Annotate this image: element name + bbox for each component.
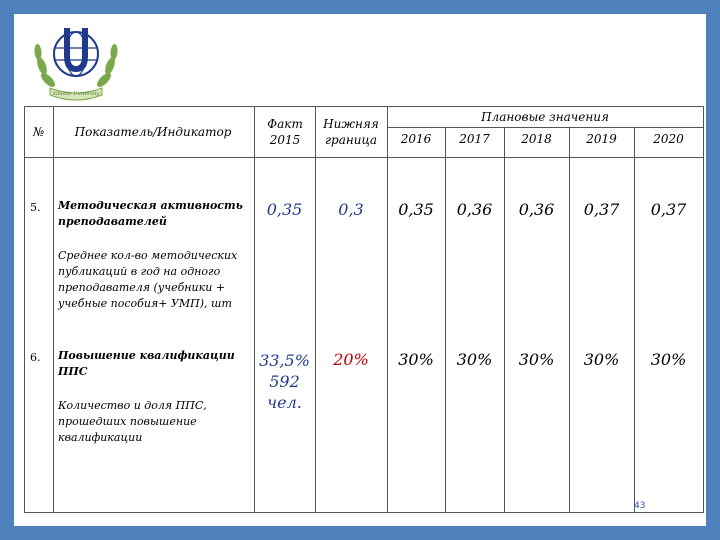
col-divider [634,127,635,513]
indicator-description: Количество и доля ППС, прошедших повышение квалификации [58,399,207,444]
table-top-border [24,106,704,107]
planned-value: 30% [650,350,687,369]
planned-header-divider [387,127,704,128]
fact-value [254,350,315,413]
fact-value-line: чел. [267,393,302,412]
header-planned: Плановые значения [481,110,609,124]
header-year: 2016 [400,132,432,146]
planned-value: 30% [398,350,434,369]
lower-bound-value: 20% [333,350,369,369]
slide [14,14,706,526]
table-left-border [24,106,25,513]
header-indicator: Показатель/Индикатор [74,125,232,139]
lower-bound-value: 0,3 [338,200,364,219]
planned-value: 0,37 [650,200,687,219]
indicator-description: Среднее кол-во методических публикаций в год на одного преподавателя (учебники + учебные пособия+ УМП), шт [58,249,238,310]
fact-value-line: 33,5% [259,351,310,370]
col-divider [53,106,54,513]
planned-value: 30% [583,350,620,369]
table-right-border [703,106,704,513]
header-lower-bound: Нижняя граница [323,117,379,147]
indicator-title: Методическая активность преподавателей [58,199,243,228]
header-year: 2017 [459,132,490,146]
logo-ribbon-text: Sibuniv University [52,91,100,97]
row-number: 5. [30,201,41,214]
header-year: 2020 [653,132,684,146]
planned-value: 0,37 [583,200,620,219]
university-logo [30,18,122,104]
header-year: 2018 [521,132,552,146]
header-bottom-border [24,157,704,158]
fact-value-line: 592 [269,372,300,391]
table-bottom-border [24,512,704,513]
row-number: 6. [30,351,41,364]
header-no: № [32,125,45,139]
planned-value: 0,36 [456,200,493,219]
col-divider [504,127,505,513]
col-divider [315,106,316,513]
planned-value: 0,35 [398,200,434,219]
indicator-title: Повышение квалификации ППС [58,349,235,378]
header-year: 2019 [586,132,617,146]
fact-value: 0,35 [266,200,303,219]
planned-value: 30% [518,350,555,369]
col-divider [569,127,570,513]
header-fact-2015: Факт 2015 [267,117,303,147]
planned-value: 0,36 [518,200,555,219]
col-divider [387,106,388,513]
col-divider [254,106,255,513]
planned-value: 30% [456,350,493,369]
col-divider [445,127,446,513]
page-number: 43 [634,501,646,511]
